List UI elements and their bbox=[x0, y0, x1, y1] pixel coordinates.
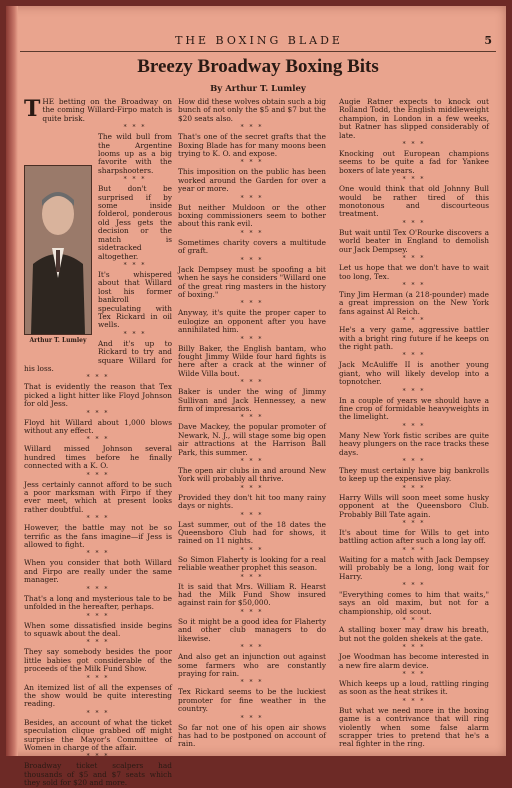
article-paragraph: Let us hope that we don't have to wait too long, Tex. bbox=[339, 263, 489, 281]
article-paragraph: And it's up to Rickard to try and square Willard for his loss. bbox=[24, 338, 172, 373]
paragraph-separator: * * * bbox=[86, 585, 110, 593]
article-paragraph: Augie Ratner expects to knock out Rolland Todd, the English middleweight champion, in London in a few weeks, but Ratner has slipped considerably of late. bbox=[339, 97, 489, 140]
paragraph-separator: * * * bbox=[402, 422, 426, 430]
article-paragraph: An itemized list of all the expenses of the show would be quite interesting reading. bbox=[24, 682, 172, 709]
paragraph-separator: * * * bbox=[402, 644, 426, 652]
paragraph-separator: * * * bbox=[240, 256, 264, 264]
paragraph-separator: * * * bbox=[240, 573, 264, 581]
paragraph-separator: * * * bbox=[86, 409, 110, 417]
paragraph-separator: * * * bbox=[240, 414, 264, 422]
article-column-2 bbox=[178, 98, 326, 748]
article-paragraph: It's whispered about that Willard lost his former bankroll speculating with Tex Rickard in oil wells. bbox=[98, 269, 172, 330]
paragraph-separator: * * * bbox=[240, 608, 264, 616]
article-paragraph: Sometimes charity covers a multitude of graft. bbox=[178, 237, 326, 256]
article-paragraph: That's one of the secret grafts that the Boxing Blade has for many moons been trying to K. O. and expose. bbox=[178, 132, 326, 159]
page-number: 5 bbox=[484, 34, 492, 47]
paragraph-separator: * * * bbox=[240, 194, 264, 202]
article-paragraph: But wait until Tex O'Rourke discovers a world beater in England to demolish our Jack Dempsey. bbox=[339, 227, 489, 254]
article-column-3 bbox=[339, 98, 489, 748]
paragraph-separator: * * * bbox=[123, 176, 147, 184]
article-paragraph: This imposition on the public has been worked around the Garden for over a year or more. bbox=[178, 167, 326, 194]
article-paragraph: Besides, an account of what the ticket speculation clique grabbed off might surprise the Mayor's Committee of Women in charge of the affair. bbox=[24, 717, 172, 752]
paragraph-separator: * * * bbox=[86, 709, 110, 717]
article-paragraph: When you consider that both Willard and Firpo are really under the same manager. bbox=[24, 558, 172, 585]
paragraph-separator: * * * bbox=[86, 612, 110, 620]
article-paragraph: The open air clubs in and around New York will probably all thrive. bbox=[178, 466, 326, 484]
paragraph-separator: * * * bbox=[402, 255, 426, 263]
article-paragraph: But neither Muldoon or the other boxing commissioners seem to bother about this rank evil. bbox=[178, 202, 326, 229]
portrait-image-icon bbox=[25, 166, 91, 334]
article-paragraph: They must certainly have big bankrolls to keep up the expensive play. bbox=[339, 466, 489, 484]
article-paragraph: So far not one of his open air shows has had to be postponed on account of rain. bbox=[178, 722, 326, 749]
article-paragraph: "Everything comes to him that waits," says an old maxim, but not for a championship, old scout. bbox=[339, 590, 489, 616]
article-paragraph: It's about time for Wills to get into battling action after such a long lay off. bbox=[339, 528, 489, 546]
article-paragraph: In a couple of years we should have a fine crop of formidable heavyweights in the limelight. bbox=[339, 395, 489, 422]
intro-paragraph: HE betting on the Broadway on the coming Willard-Firpo match is quite brisk. bbox=[42, 97, 172, 123]
article-byline: By Arthur T. Lumley bbox=[210, 84, 306, 94]
article-paragraph: One would think that old Johnny Bull would be rather tired of this monotonous and discourteous treatment. bbox=[339, 184, 489, 219]
article-paragraph: The wild bull from the Argentine looms up as a big favorite with the sharpshooters. bbox=[98, 132, 172, 175]
article-paragraph: Broadway ticket scalpers had thousands of $5 and $7 seats which they sold for $20 and more. bbox=[24, 761, 172, 788]
paragraph-separator: * * * bbox=[123, 330, 147, 338]
article-paragraph: So Simon Flaherty is looking for a real reliable weather prophet this season. bbox=[178, 554, 326, 573]
author-portrait bbox=[24, 165, 92, 355]
page-header bbox=[20, 34, 498, 52]
paragraph-separator: * * * bbox=[86, 471, 110, 479]
article-paragraph: Joe Woodman has become interested in a new fire alarm device. bbox=[339, 652, 489, 670]
paragraph-separator: * * * bbox=[240, 159, 264, 167]
portrait-photo bbox=[24, 165, 92, 335]
article-paragraph: Which keeps up a loud, rattling ringing as soon as the heat strikes it. bbox=[339, 678, 489, 697]
article-paragraph: That is evidently the reason that Tex picked a light hitter like Floyd Johnson for old Jess. bbox=[24, 382, 172, 409]
paragraph-separator: * * * bbox=[240, 335, 264, 343]
paragraph-separator: * * * bbox=[240, 379, 264, 387]
paragraph-separator: * * * bbox=[402, 176, 426, 184]
paragraph-separator: * * * bbox=[240, 300, 264, 308]
article-paragraph: But what we need more in the boxing game is a contrivance that will ring violently when some false alarm scrapper tries to pretend that he's a real fighter in the ring. bbox=[339, 705, 489, 749]
article-paragraph: Billy Baker, the English bantam, who fought Jimmy Wilde four hard fights is here after a crack at the winner of Wilde Villa bout. bbox=[178, 343, 326, 378]
magazine-title: THE BOXING BLADE bbox=[175, 34, 343, 47]
paragraph-separator: * * * bbox=[86, 436, 110, 444]
article-headline: Breezy Broadway Boxing Bits bbox=[137, 56, 379, 77]
paragraph-separator: * * * bbox=[402, 670, 426, 678]
article-paragraph: A stalling boxer may draw his breath, but not the golden shekels at the gate. bbox=[339, 625, 489, 643]
paragraph-separator: * * * bbox=[240, 546, 264, 554]
paragraph-separator: * * * bbox=[123, 261, 147, 269]
article-paragraph: Many New York fistic scribes are quite heavy plungers on the race tracks these days. bbox=[339, 430, 489, 457]
paragraph-separator: * * * bbox=[402, 582, 426, 590]
paragraph-separator: * * * bbox=[240, 511, 264, 519]
article-paragraph: And also get an injunction out against some farmers who are constantly praying for rain. bbox=[178, 652, 326, 678]
article-paragraph: That's a long and mysterious tale to be unfolded in the hereafter, perhaps. bbox=[24, 593, 172, 612]
article-paragraph: Tex Rickard seems to be the luckiest promoter for fine weather in the country. bbox=[178, 687, 326, 714]
paragraph-separator: * * * bbox=[240, 458, 264, 465]
article-paragraph: He's a very game, aggressive battler with a bright ring future if he keeps on the right path. bbox=[339, 325, 489, 351]
article-paragraph: Dave Mackey, the popular promoter of Newark, N. J., will stage some big open air attractions at the Harrison Ball Park, this summer. bbox=[178, 422, 326, 457]
paragraph-separator: * * * bbox=[86, 753, 110, 761]
paragraph-separator: * * * bbox=[240, 679, 264, 687]
article-paragraph: How did these wolves obtain such a big bunch of not only the $5 and $7 but the $20 seats also. bbox=[178, 97, 326, 123]
paragraph-separator: * * * bbox=[240, 644, 264, 652]
magazine-page bbox=[6, 6, 506, 788]
paragraph-separator: * * * bbox=[402, 141, 426, 149]
article-paragraph: Waiting for a match with Jack Dempsey will probably be a long, long wait for Harry. bbox=[339, 554, 489, 581]
paragraph-separator: * * * bbox=[402, 484, 426, 492]
article-paragraph: Jack McAuliffe II is another young giant, who will likely develop into a topnotcher. bbox=[339, 360, 489, 387]
article-paragraph: However, the battle may not be so terrific as the fans imagine—if Jess is allowed to fight. bbox=[24, 523, 172, 550]
article-paragraph: Knocking out European champions seems to be quite a fad for Yankee boxers of late years. bbox=[339, 149, 489, 175]
article-paragraph: Anyway, it's quite the proper caper to eulogize an opponent after you have annihilated him. bbox=[178, 308, 326, 335]
article-paragraph: Provided they don't hit too many rainy days or nights. bbox=[178, 492, 326, 511]
paragraph-separator: * * * bbox=[240, 124, 264, 132]
paragraph-separator: * * * bbox=[402, 387, 426, 395]
paragraph-separator: * * * bbox=[402, 281, 426, 289]
article-paragraph: They say somebody besides the poor little babies got considerable of the proceeds of the Milk Fund Show. bbox=[24, 647, 172, 674]
paragraph-separator: * * * bbox=[402, 352, 426, 360]
article-paragraph: So it might be a good idea for Flaherty and other club managers to do likewise. bbox=[178, 616, 326, 643]
paragraph-separator: * * * bbox=[240, 484, 264, 492]
header-rule bbox=[20, 51, 496, 52]
article-paragraph: When some dissatisfied inside begins to squawk about the deal. bbox=[24, 620, 172, 638]
article-column-1 bbox=[24, 96, 172, 788]
paragraph-separator: * * * bbox=[86, 550, 110, 558]
paragraph-separator: * * * bbox=[240, 714, 264, 722]
paragraph-separator: * * * bbox=[402, 219, 426, 227]
article-paragraph: Baker is under the wing of Jimmy Sullivan and Jack Hennessey, a new firm of impresarios. bbox=[178, 387, 326, 413]
paragraph-separator: * * * bbox=[402, 458, 426, 465]
article-paragraph: Tiny Jim Herman (a 218-pounder) made a great impression on the New York fans against Al Reich. bbox=[339, 289, 489, 316]
paragraph-separator: * * * bbox=[86, 674, 110, 682]
portrait-caption: Arthur T. Lumley bbox=[29, 337, 87, 345]
paragraph-separator: * * * bbox=[402, 617, 426, 625]
paragraph-separator: * * * bbox=[240, 229, 264, 237]
paragraph-separator: * * * bbox=[402, 697, 426, 705]
article-paragraph: But don't be surprised if by some inside folderol, ponderous old Jess gets the decision or the match is sidetracked altogether. bbox=[98, 184, 172, 261]
drop-cap: T bbox=[24, 96, 41, 122]
article-paragraph: Jack Dempsey must be spoofing a bit when he says he considers "Willard one of the great ring masters in the history of boxing." bbox=[178, 264, 326, 299]
paragraph-separator: * * * bbox=[86, 374, 110, 382]
article-paragraph: Last summer, out of the 18 dates the Queensboro Club had for shows, it rained on 11 nights. bbox=[178, 519, 326, 546]
page-spine bbox=[6, 6, 18, 756]
article-paragraph: Jess certainly cannot afford to be such a poor marksman with Firpo if they ever meet, which at present looks rather doubtful. bbox=[24, 479, 172, 514]
paragraph-separator: * * * bbox=[402, 546, 426, 554]
paragraph-separator: * * * bbox=[123, 124, 147, 132]
paragraph-separator: * * * bbox=[402, 520, 426, 528]
article-paragraph: Harry Wills will soon meet some husky opponent at the Queensboro Club. Probably Bill Tate again. bbox=[339, 492, 489, 519]
paragraph-separator: * * * bbox=[86, 639, 110, 647]
article-paragraph: Willard missed Johnson several hundred times before he finally connected with a K. O. bbox=[24, 444, 172, 471]
article-paragraph: It is said that Mrs. William R. Hearst had the Milk Fund Show insured against rain for $50,000. bbox=[178, 581, 326, 608]
article-paragraph: Floyd hit Willard about 1,000 blows without any effect. bbox=[24, 417, 172, 435]
paragraph-separator: * * * bbox=[402, 317, 426, 325]
paragraph-separator: * * * bbox=[86, 515, 110, 523]
